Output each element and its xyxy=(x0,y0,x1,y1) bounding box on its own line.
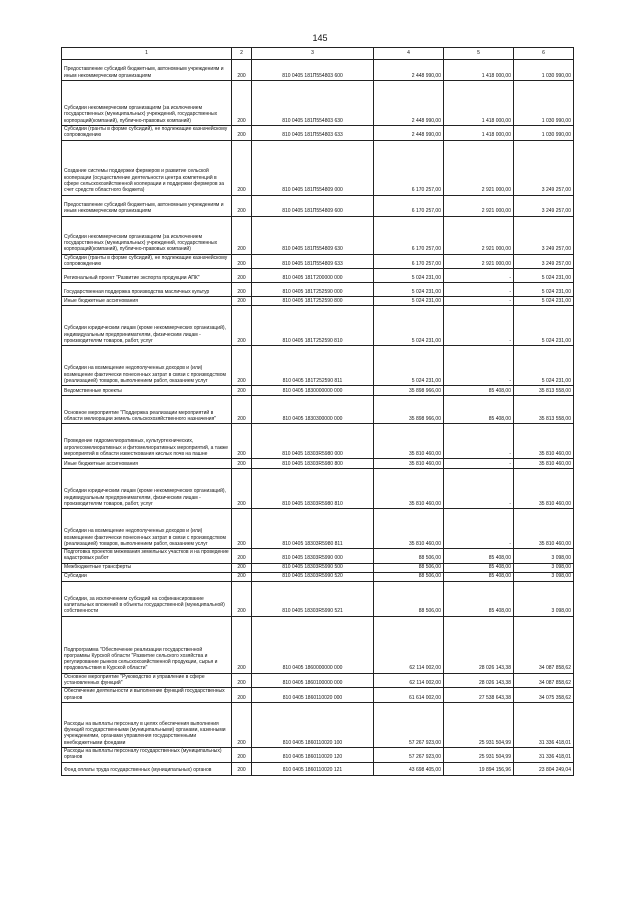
row-code-cell: 200 xyxy=(232,762,252,775)
table-row xyxy=(62,216,574,254)
row-value-2-cell: 19 894 156,96 xyxy=(444,762,514,775)
row-value-1-cell: 35 810 460,00 xyxy=(374,469,444,509)
row-value-2-cell: 1 418 000,00 xyxy=(444,60,514,81)
row-value-1-cell: 5 024 231,00 xyxy=(374,346,444,386)
table-row xyxy=(62,81,574,126)
row-kbk-cell: 810 0405 1860000000 000 xyxy=(252,616,374,673)
row-name-cell: Создание системы поддержки фермеров и развитие сельской кооперации (осуществление деятельности центра компетенций в сфере сельскохозяйственной кооперации и поддержки фермеров за счет средств областного бюджета) xyxy=(62,140,232,195)
row-value-2-cell: - xyxy=(444,297,514,306)
row-code-cell: 200 xyxy=(232,396,252,424)
row-value-1-cell: 5 024 231,00 xyxy=(374,269,444,283)
row-value-2-cell: 28 026 143,38 xyxy=(444,616,514,673)
row-value-2-cell: 85 408,00 xyxy=(444,581,514,616)
table-header-row xyxy=(62,48,574,60)
row-name-cell: Субсидии xyxy=(62,572,232,581)
row-value-3-cell: 31 336 418,01 xyxy=(514,702,574,747)
row-name-cell: Субсидии некоммерческим организациям (за исключением государственных (муниципальных) учреждений, государственных корпораций(компаний), публично-правовых компаний) xyxy=(62,216,232,254)
row-kbk-cell: 810 0405 1860110020 120 xyxy=(252,747,374,762)
column-header: 6 xyxy=(514,48,574,60)
row-value-2-cell: 2 921 000,00 xyxy=(444,140,514,195)
row-value-2-cell: 85 408,00 xyxy=(444,396,514,424)
table-row xyxy=(62,616,574,673)
row-name-cell: Субсидии, за исключением субсидий на софинансирование капитальных вложений в объекты государственной (муниципальной) собственности xyxy=(62,581,232,616)
row-value-2-cell: - xyxy=(444,346,514,386)
row-code-cell: 200 xyxy=(232,459,252,469)
row-code-cell: 200 xyxy=(232,81,252,126)
row-kbk-cell: 810 0405 181П554803 630 xyxy=(252,81,374,126)
table-row xyxy=(62,195,574,216)
row-kbk-cell: 810 0405 1860110020 100 xyxy=(252,702,374,747)
row-value-1-cell: 88 506,00 xyxy=(374,572,444,581)
row-code-cell: 200 xyxy=(232,140,252,195)
row-value-1-cell: 5 024 231,00 xyxy=(374,297,444,306)
table-row xyxy=(62,509,574,549)
table-row xyxy=(62,60,574,81)
row-kbk-cell: 810 0405 181П554809 600 xyxy=(252,195,374,216)
row-kbk-cell: 810 0405 181П554803 600 xyxy=(252,60,374,81)
row-kbk-cell: 810 0405 181П554809 633 xyxy=(252,254,374,269)
column-header: 2 xyxy=(232,48,252,60)
row-code-cell: 200 xyxy=(232,702,252,747)
table-row xyxy=(62,126,574,141)
table-row xyxy=(62,747,574,762)
table-row xyxy=(62,762,574,775)
row-value-3-cell: 3 098,00 xyxy=(514,549,574,564)
row-value-2-cell: 2 921 000,00 xyxy=(444,195,514,216)
row-value-3-cell: 35 810 460,00 xyxy=(514,509,574,549)
row-name-cell: Предоставление субсидий бюджетным, автономным учреждениям и иным некоммерческим организациям xyxy=(62,195,232,216)
table-row xyxy=(62,140,574,195)
column-header: 3 xyxy=(252,48,374,60)
row-code-cell: 200 xyxy=(232,563,252,572)
row-value-1-cell: 61 614 002,00 xyxy=(374,688,444,703)
row-kbk-cell: 810 0405 181П554803 633 xyxy=(252,126,374,141)
row-value-2-cell: - xyxy=(444,509,514,549)
row-value-2-cell: 85 408,00 xyxy=(444,572,514,581)
row-value-1-cell: 6 170 257,00 xyxy=(374,216,444,254)
row-value-2-cell: 25 931 504,99 xyxy=(444,747,514,762)
row-kbk-cell: 810 0405 181П554809 000 xyxy=(252,140,374,195)
row-code-cell: 200 xyxy=(232,581,252,616)
row-code-cell: 200 xyxy=(232,216,252,254)
table-row xyxy=(62,688,574,703)
row-value-1-cell: 43 698 405,00 xyxy=(374,762,444,775)
row-value-1-cell: 88 506,00 xyxy=(374,563,444,572)
row-code-cell: 200 xyxy=(232,616,252,673)
table-row xyxy=(62,549,574,564)
row-kbk-cell: 810 0405 1860100000 000 xyxy=(252,673,374,688)
row-kbk-cell: 810 0405 181T252590 810 xyxy=(252,306,374,346)
row-value-1-cell: 88 506,00 xyxy=(374,581,444,616)
row-code-cell: 200 xyxy=(232,424,252,459)
row-value-3-cell: 3 249 257,00 xyxy=(514,216,574,254)
table-row xyxy=(62,469,574,509)
row-code-cell: 200 xyxy=(232,254,252,269)
row-name-cell: Расходы на выплаты персоналу в целях обеспечения выполнения функций государственными (муниципальными) органами, казенными учреждениями, органами управления государственными внебюджетными фондами xyxy=(62,702,232,747)
row-value-2-cell: 85 408,00 xyxy=(444,386,514,396)
row-code-cell: 200 xyxy=(232,269,252,283)
row-name-cell: Субсидии (гранты в форме субсидий), не подлежащие казначейскому сопровождению xyxy=(62,254,232,269)
row-kbk-cell: 810 0405 181T200000 000 xyxy=(252,269,374,283)
row-kbk-cell: 810 0405 181T252590 800 xyxy=(252,297,374,306)
row-value-3-cell: 35 813 558,00 xyxy=(514,386,574,396)
table-row xyxy=(62,283,574,297)
row-value-1-cell: 5 024 231,00 xyxy=(374,306,444,346)
row-code-cell: 200 xyxy=(232,509,252,549)
table-row xyxy=(62,572,574,581)
row-code-cell: 200 xyxy=(232,283,252,297)
table-row xyxy=(62,306,574,346)
row-value-3-cell: 3 249 257,00 xyxy=(514,140,574,195)
row-value-1-cell: 88 506,00 xyxy=(374,549,444,564)
row-value-1-cell: 35 810 460,00 xyxy=(374,509,444,549)
row-code-cell: 200 xyxy=(232,346,252,386)
row-name-cell: Региональный проект "Развитие экспорта продукции АПК" xyxy=(62,269,232,283)
table-row xyxy=(62,396,574,424)
row-code-cell: 200 xyxy=(232,60,252,81)
row-name-cell: Подпрограмма "Обеспечение реализации государственной программы Курской области "Развитие сельского хозяйства и регулирование рынков сельскохозяйственной продукции, сырья и продовольствия в Курской области" xyxy=(62,616,232,673)
row-value-3-cell: 3 098,00 xyxy=(514,581,574,616)
row-value-2-cell: 25 931 504,99 xyxy=(444,702,514,747)
row-kbk-cell: 810 0405 181П554809 630 xyxy=(252,216,374,254)
row-value-1-cell: 35 810 460,00 xyxy=(374,424,444,459)
row-kbk-cell: 810 0405 18303R5980 810 xyxy=(252,469,374,509)
row-value-2-cell: - xyxy=(444,459,514,469)
row-value-3-cell: 35 810 460,00 xyxy=(514,424,574,459)
row-kbk-cell: 810 0405 18303R5990 520 xyxy=(252,572,374,581)
row-name-cell: Государственная поддержка производства масличных культур xyxy=(62,283,232,297)
row-kbk-cell: 810 0405 18303R5980 811 xyxy=(252,509,374,549)
row-value-3-cell: 5 024 231,00 xyxy=(514,306,574,346)
row-name-cell: Иные бюджетные ассигнования xyxy=(62,297,232,306)
page-number: 145 xyxy=(312,33,328,43)
row-name-cell: Фонд оплаты труда государственных (муниципальных) органов xyxy=(62,762,232,775)
row-value-3-cell: 1 030 990,00 xyxy=(514,81,574,126)
row-value-2-cell: 1 418 000,00 xyxy=(444,126,514,141)
row-value-3-cell: 1 030 990,00 xyxy=(514,60,574,81)
row-code-cell: 200 xyxy=(232,297,252,306)
row-name-cell: Расходы на выплаты персоналу государственных (муниципальных) органов xyxy=(62,747,232,762)
row-value-2-cell: 1 418 000,00 xyxy=(444,81,514,126)
row-value-2-cell: - xyxy=(444,269,514,283)
column-header: 1 xyxy=(62,48,232,60)
row-value-3-cell: 5 024 231,00 xyxy=(514,346,574,386)
row-value-1-cell: 5 024 231,00 xyxy=(374,283,444,297)
row-code-cell: 200 xyxy=(232,469,252,509)
row-name-cell: Межбюджетные трансферты xyxy=(62,563,232,572)
row-code-cell: 200 xyxy=(232,386,252,396)
row-value-3-cell: 34 087 858,62 xyxy=(514,673,574,688)
table-row xyxy=(62,269,574,283)
row-value-2-cell: 2 921 000,00 xyxy=(444,216,514,254)
table-row xyxy=(62,424,574,459)
row-name-cell: Ведомственные проекты xyxy=(62,386,232,396)
row-value-2-cell: - xyxy=(444,306,514,346)
row-name-cell: Основное мероприятие "Руководство и управление в сфере установленных функций" xyxy=(62,673,232,688)
table-row xyxy=(62,581,574,616)
row-value-1-cell: 35 898 966,00 xyxy=(374,386,444,396)
row-value-2-cell: 85 408,00 xyxy=(444,549,514,564)
column-header: 5 xyxy=(444,48,514,60)
row-code-cell: 200 xyxy=(232,195,252,216)
row-name-cell: Субсидии юридическим лицам (кроме некоммерческих организаций), индивидуальным предпринимателям, физическим лицам - производителям товаров, работ, услуг xyxy=(62,469,232,509)
row-value-3-cell: 23 804 249,04 xyxy=(514,762,574,775)
row-name-cell: Иные бюджетные ассигнования xyxy=(62,459,232,469)
row-value-3-cell: 5 024 231,00 xyxy=(514,297,574,306)
row-value-2-cell: 27 538 643,38 xyxy=(444,688,514,703)
row-value-3-cell: 3 098,00 xyxy=(514,572,574,581)
row-value-3-cell: 3 249 257,00 xyxy=(514,254,574,269)
row-value-3-cell: 34 087 858,62 xyxy=(514,616,574,673)
row-value-1-cell: 2 448 990,00 xyxy=(374,81,444,126)
row-name-cell: Проведение гидромелиоративных, культуртехнических, агролесомелиоративных и фитомелиоративных мероприятий, а также мероприятий в области известкования кислых почв на пашне xyxy=(62,424,232,459)
row-name-cell: Субсидии некоммерческим организациям (за исключением государственных (муниципальных) учреждений, государственных корпораций(компаний), публично-правовых компаний) xyxy=(62,81,232,126)
row-name-cell: Обеспечение деятельности и выполнение функций государственных органов xyxy=(62,688,232,703)
row-kbk-cell: 810 0405 1860110020 000 xyxy=(252,688,374,703)
row-code-cell: 200 xyxy=(232,126,252,141)
table-row xyxy=(62,563,574,572)
row-kbk-cell: 810 0405 1860110020 121 xyxy=(252,762,374,775)
row-name-cell: Субсидии на возмещение недополученных доходов и (или) возмещение фактически понесенных затрат в связи с производством (реализацией) товаров, выполнением работ, оказанием услуг xyxy=(62,346,232,386)
row-value-3-cell: 35 813 558,00 xyxy=(514,396,574,424)
row-value-1-cell: 6 170 257,00 xyxy=(374,254,444,269)
row-value-1-cell: 35 810 460,00 xyxy=(374,459,444,469)
row-value-1-cell: 57 267 923,00 xyxy=(374,702,444,747)
row-code-cell: 200 xyxy=(232,572,252,581)
row-value-1-cell: 35 898 966,00 xyxy=(374,396,444,424)
row-name-cell: Субсидии на возмещение недополученных доходов и (или) возмещение фактически понесенных затрат в связи с производством (реализацией) товаров, выполнением работ, оказанием услуг xyxy=(62,509,232,549)
row-value-3-cell: 5 024 231,00 xyxy=(514,269,574,283)
row-value-2-cell: - xyxy=(444,469,514,509)
row-value-1-cell: 6 170 257,00 xyxy=(374,195,444,216)
row-value-3-cell: 3 249 257,00 xyxy=(514,195,574,216)
row-code-cell: 200 xyxy=(232,549,252,564)
table-row xyxy=(62,386,574,396)
row-code-cell: 200 xyxy=(232,306,252,346)
row-value-1-cell: 2 448 990,00 xyxy=(374,126,444,141)
row-code-cell: 200 xyxy=(232,673,252,688)
row-name-cell: Подготовка проектов межевания земельных участков и на проведение кадастровых работ xyxy=(62,549,232,564)
column-header: 4 xyxy=(374,48,444,60)
row-kbk-cell: 810 0405 18303R5990 000 xyxy=(252,549,374,564)
row-kbk-cell: 810 0405 18303R5980 800 xyxy=(252,459,374,469)
row-kbk-cell: 810 0405 1830300000 000 xyxy=(252,396,374,424)
row-value-3-cell: 35 810 460,00 xyxy=(514,469,574,509)
row-value-3-cell: 5 024 231,00 xyxy=(514,283,574,297)
row-kbk-cell: 810 0405 18303R5990 500 xyxy=(252,563,374,572)
row-value-1-cell: 62 114 002,00 xyxy=(374,616,444,673)
row-value-3-cell: 31 336 418,01 xyxy=(514,747,574,762)
budget-table xyxy=(61,47,574,776)
row-name-cell: Основное мероприятие "Поддержка реализации мероприятий в области мелиорации земель сельскохозяйственного назначения" xyxy=(62,396,232,424)
row-code-cell: 200 xyxy=(232,688,252,703)
row-name-cell: Субсидии (гранты в форме субсидий), не подлежащие казначейскому сопровождению xyxy=(62,126,232,141)
row-name-cell: Предоставление субсидий бюджетным, автономным учреждениям и иным некоммерческим организациям xyxy=(62,60,232,81)
row-kbk-cell: 810 0405 18303R5990 521 xyxy=(252,581,374,616)
row-value-3-cell: 3 098,00 xyxy=(514,563,574,572)
table-row xyxy=(62,702,574,747)
table-row xyxy=(62,254,574,269)
row-code-cell: 200 xyxy=(232,747,252,762)
row-value-1-cell: 6 170 257,00 xyxy=(374,140,444,195)
table-row xyxy=(62,459,574,469)
row-kbk-cell: 810 0405 1830000000 000 xyxy=(252,386,374,396)
row-value-2-cell: - xyxy=(444,283,514,297)
table-row xyxy=(62,297,574,306)
row-value-1-cell: 62 114 002,00 xyxy=(374,673,444,688)
row-value-2-cell: 28 026 143,38 xyxy=(444,673,514,688)
table-row xyxy=(62,346,574,386)
row-value-2-cell: 85 408,00 xyxy=(444,563,514,572)
row-value-3-cell: 1 030 990,00 xyxy=(514,126,574,141)
row-name-cell: Субсидии юридическим лицам (кроме некоммерческих организаций), индивидуальным предпринимателям, физическим лицам - производителям товаров, работ, услуг xyxy=(62,306,232,346)
row-value-3-cell: 35 810 460,00 xyxy=(514,459,574,469)
row-kbk-cell: 810 0405 18303R5980 000 xyxy=(252,424,374,459)
row-value-2-cell: 2 921 000,00 xyxy=(444,254,514,269)
row-value-3-cell: 34 075 358,62 xyxy=(514,688,574,703)
row-value-1-cell: 2 448 990,00 xyxy=(374,60,444,81)
row-value-1-cell: 57 267 923,00 xyxy=(374,747,444,762)
row-kbk-cell: 810 0405 181T252590 000 xyxy=(252,283,374,297)
row-kbk-cell: 810 0405 181T252590 811 xyxy=(252,346,374,386)
table-row xyxy=(62,673,574,688)
row-value-2-cell: - xyxy=(444,424,514,459)
